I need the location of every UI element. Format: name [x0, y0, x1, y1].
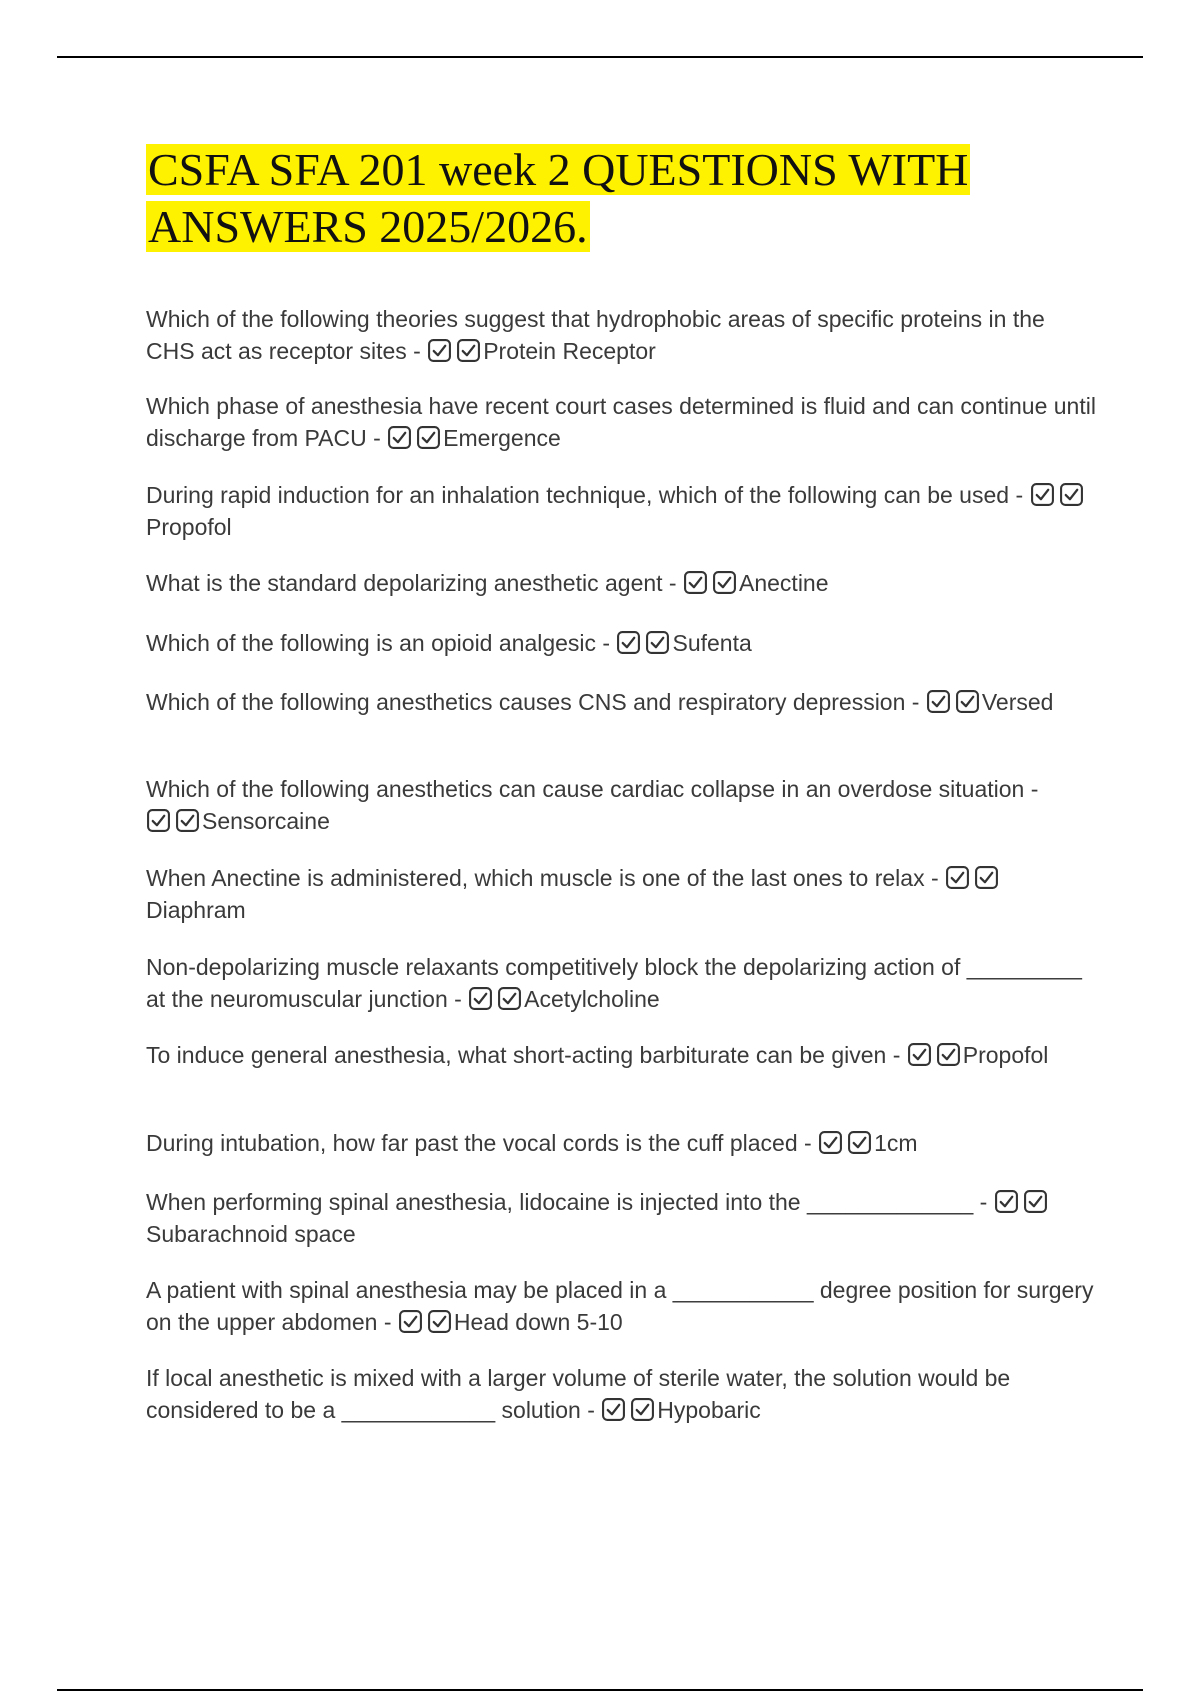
question-text: During intubation, how far past the vocal cords is the cuff placed -	[146, 1130, 812, 1156]
qa-item	[146, 773, 1096, 837]
question-text: A patient with spinal anesthesia may be placed in a ___________ degree position for surgery on the upper abdomen -	[146, 1277, 1094, 1335]
checkbox-checked-icon	[1023, 1189, 1048, 1214]
answer-marker	[387, 425, 441, 450]
checkbox-checked-icon	[1059, 482, 1084, 507]
document-title-text: CSFA SFA 201 week 2 QUESTIONS WITH ANSWERS 2025/2026.	[148, 144, 969, 252]
qa-item	[146, 479, 1096, 543]
document-title	[146, 141, 1046, 255]
checkbox-checked-icon	[926, 689, 951, 714]
qa-item	[146, 686, 1096, 718]
answer-text: Hypobaric	[657, 1397, 761, 1423]
checkbox-checked-icon	[601, 1397, 626, 1422]
checkbox-checked-icon	[398, 1309, 423, 1334]
checkbox-checked-icon	[936, 1042, 961, 1067]
checkbox-checked-icon	[616, 630, 641, 655]
qa-item	[146, 567, 1096, 599]
question-text: When Anectine is administered, which muscle is one of the last ones to relax -	[146, 865, 939, 891]
checkbox-checked-icon	[818, 1130, 843, 1155]
qa-item	[146, 1274, 1096, 1338]
question-text: When performing spinal anesthesia, lidocaine is injected into the _____________ -	[146, 1189, 988, 1215]
answer-text: Emergence	[443, 425, 561, 451]
answer-marker	[926, 689, 980, 714]
question-text: Which phase of anesthesia have recent court cases determined is fluid and can continue until discharge from PACU -	[146, 393, 1096, 451]
answer-text: Propofol	[146, 514, 232, 540]
qa-item	[146, 1039, 1096, 1071]
qa-item	[146, 1186, 1096, 1250]
question-text: Which of the following is an opioid analgesic -	[146, 630, 611, 656]
answer-marker	[907, 1042, 961, 1067]
answer-text: Acetylcholine	[524, 986, 660, 1012]
checkbox-checked-icon	[974, 865, 999, 890]
checkbox-checked-icon	[847, 1130, 872, 1155]
qa-item	[146, 1362, 1096, 1426]
answer-marker	[601, 1397, 655, 1422]
question-text: Non-depolarizing muscle relaxants competitively block the depolarizing action of _________ at the neuromuscular junction -	[146, 954, 1082, 1012]
question-text: What is the standard depolarizing anesthetic agent -	[146, 570, 677, 596]
answer-text: Subarachnoid space	[146, 1221, 356, 1247]
answer-marker	[683, 570, 737, 595]
answer-marker	[427, 338, 481, 363]
answer-marker	[616, 630, 670, 655]
answer-text: Anectine	[739, 570, 829, 596]
question-text: Which of the following theories suggest that hydrophobic areas of specific proteins in the CHS act as receptor sites -	[146, 306, 1045, 364]
qa-item	[146, 1127, 1096, 1159]
question-text: To induce general anesthesia, what short-acting barbiturate can be given -	[146, 1042, 901, 1068]
checkbox-checked-icon	[645, 630, 670, 655]
checkbox-checked-icon	[994, 1189, 1019, 1214]
checkbox-checked-icon	[955, 689, 980, 714]
checkbox-checked-icon	[1030, 482, 1055, 507]
answer-text: 1cm	[874, 1130, 918, 1156]
answer-marker	[468, 986, 522, 1011]
checkbox-checked-icon	[468, 986, 493, 1011]
answer-text: Protein Receptor	[483, 338, 656, 364]
question-text: Which of the following anesthetics causes CNS and respiratory depression -	[146, 689, 920, 715]
answer-text: Sensorcaine	[202, 808, 330, 834]
qa-item	[146, 303, 1096, 367]
checkbox-checked-icon	[427, 338, 452, 363]
answer-text: Propofol	[962, 1042, 1049, 1068]
question-text: During rapid induction for an inhalation technique, which of the following can be used -	[146, 482, 1024, 508]
qa-item	[146, 951, 1096, 1015]
answer-marker	[146, 808, 200, 833]
answer-text: Diaphram	[146, 897, 246, 923]
header-rule	[57, 56, 1143, 58]
checkbox-checked-icon	[630, 1397, 655, 1422]
checkbox-checked-icon	[427, 1309, 452, 1334]
answer-marker	[1030, 482, 1084, 507]
qa-item	[146, 390, 1096, 454]
qa-item	[146, 627, 1096, 659]
checkbox-checked-icon	[175, 808, 200, 833]
checkbox-checked-icon	[416, 425, 441, 450]
answer-marker	[945, 865, 999, 890]
qa-item	[146, 862, 1096, 926]
checkbox-checked-icon	[146, 808, 171, 833]
checkbox-checked-icon	[387, 425, 412, 450]
answer-text: Versed	[981, 689, 1054, 715]
checkbox-checked-icon	[456, 338, 481, 363]
answer-text: Sufenta	[672, 630, 752, 656]
answer-marker	[398, 1309, 452, 1334]
checkbox-checked-icon	[683, 570, 708, 595]
checkbox-checked-icon	[907, 1042, 932, 1067]
answer-text: Head down 5-10	[453, 1309, 623, 1335]
footer-rule	[57, 1689, 1143, 1691]
question-text: Which of the following anesthetics can cause cardiac collapse in an overdose situation -	[146, 776, 1039, 802]
answer-marker	[818, 1130, 872, 1155]
checkbox-checked-icon	[497, 986, 522, 1011]
question-text: If local anesthetic is mixed with a larger volume of sterile water, the solution would be considered to be a ____________ solution -	[146, 1365, 1011, 1423]
answer-marker	[994, 1189, 1048, 1214]
checkbox-checked-icon	[945, 865, 970, 890]
checkbox-checked-icon	[712, 570, 737, 595]
